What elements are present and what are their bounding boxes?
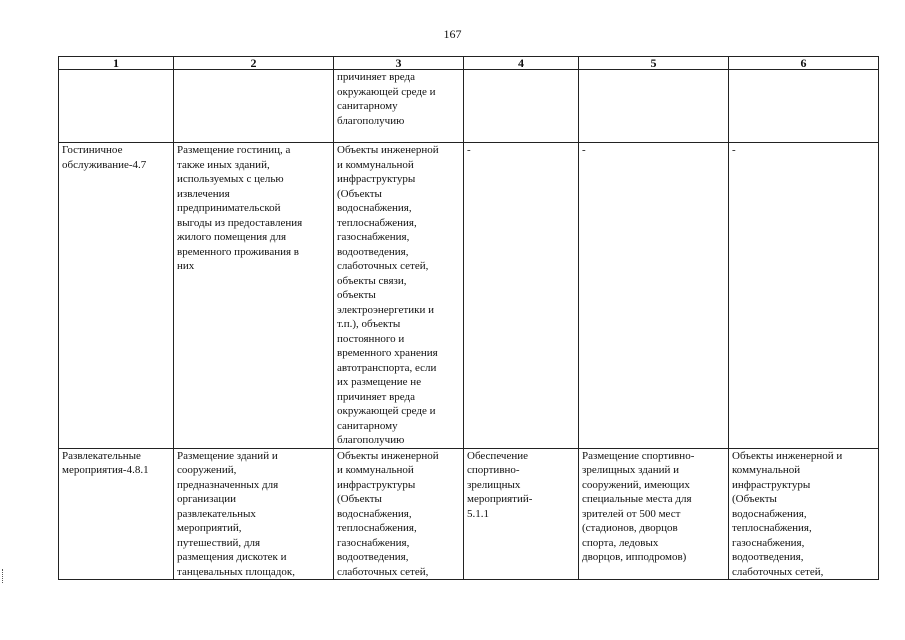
cell-text-line: причиняет вреда — [337, 390, 415, 403]
cell-use-type — [59, 70, 174, 143]
column-header: 1 — [59, 57, 174, 70]
cell-text-line: зрителей от 500 мест — [582, 507, 681, 520]
cell-text-line: теплоснабжения, — [337, 522, 417, 534]
cell-text-line: развлекательных — [177, 507, 256, 520]
cell-text-line: их размещение не — [337, 376, 422, 388]
cell-auxiliary-use — [334, 143, 464, 449]
cell-text-line: Размещение спортивно- — [582, 449, 695, 462]
cell-text-line: т.п.), объекты — [337, 318, 401, 330]
cell-text-line: предназначенных для — [177, 478, 279, 491]
table-row — [59, 448, 879, 580]
cell-description — [174, 143, 334, 449]
cell-text-line: Объекты инженерной — [337, 449, 439, 462]
cell-text-line: слаботочных сетей, — [337, 565, 429, 578]
cell-text-line: водоснабжения, — [337, 507, 412, 520]
cell-text-line: объекты связи, — [337, 274, 407, 287]
cell-text-line: мероприятий, — [177, 522, 242, 534]
cell-text-line: теплоснабжения, — [337, 216, 417, 229]
cell-text-line: водоотведения, — [337, 551, 409, 563]
cell-text-line: Развлекательные — [62, 449, 141, 462]
cell-text-line: - — [467, 144, 471, 156]
cell-conditional-description — [579, 448, 729, 580]
cell-text-line: Объекты инженерной и — [732, 449, 843, 462]
cell-text-line: зрелищных зданий и — [582, 464, 680, 476]
cell-text-line: дворцов, ипподромов) — [582, 551, 687, 563]
column-header: 6 — [729, 57, 879, 70]
cell-text-line: размещения дискотек и — [177, 551, 287, 563]
cell-text-line: санитарному — [337, 100, 398, 112]
regulation-table — [58, 56, 879, 580]
cell-text-line: мероприятия-4.8.1 — [62, 464, 149, 476]
cell-text-line: Объекты инженерной — [337, 144, 439, 156]
cell-conditional-use — [464, 70, 579, 143]
column-header: 3 — [334, 57, 464, 70]
cell-text-line: слаботочных сетей, — [732, 565, 824, 578]
cell-text-line: инфраструктуры — [337, 173, 416, 185]
cell-text-line: - — [582, 144, 586, 156]
cell-text-line: водоотведения, — [732, 551, 804, 563]
cell-text-line: санитарному — [337, 419, 398, 432]
page-number: 167 — [443, 27, 462, 41]
table-row — [59, 143, 879, 449]
cell-text-line: спорта, ледовых — [582, 536, 659, 549]
cell-text-line: электроэнергетики и — [337, 303, 434, 316]
cell-text-line: автотранспорта, если — [337, 361, 437, 374]
cell-text-line: газоснабжения, — [337, 536, 410, 549]
cell-text-line: окружающей среде и — [337, 405, 436, 417]
cell-text-line: постоянного и — [337, 332, 405, 345]
cell-text-line: Размещение зданий и — [177, 449, 278, 462]
cell-conditional-use — [464, 448, 579, 580]
cell-text-line: танцевальных площадок, — [177, 565, 295, 578]
header-row — [59, 57, 879, 70]
cell-text-line: путешествий, для — [177, 536, 261, 549]
cell-use-type — [59, 448, 174, 580]
cell-description — [174, 448, 334, 580]
cell-text-line: газоснабжения, — [732, 536, 805, 549]
cell-text-line: предпринимательской — [177, 202, 281, 214]
cell-text-line: (Объекты — [732, 493, 777, 505]
cell-text-line: сооружений, имеющих — [582, 478, 690, 491]
cell-text-line: слаботочных сетей, — [337, 260, 429, 272]
cell-conditional-auxiliary — [729, 448, 879, 580]
cell-text-line: коммунальной — [732, 464, 801, 476]
cell-text-line: них — [177, 260, 195, 272]
cell-text-line: водоснабжения, — [732, 507, 807, 520]
cell-text-line: временного проживания в — [177, 245, 299, 258]
cell-text-line: газоснабжения, — [337, 231, 410, 243]
cell-text-line: 5.1.1 — [467, 507, 489, 520]
cell-text-line: мероприятий- — [467, 493, 533, 505]
column-header: 2 — [174, 57, 334, 70]
cell-use-type — [59, 143, 174, 449]
cell-text-line: (стадионов, дворцов — [582, 522, 678, 534]
cell-text-line: Гостиничное — [62, 144, 123, 156]
table-row — [59, 70, 879, 143]
cell-conditional-auxiliary — [729, 143, 879, 449]
cell-text-line: - — [732, 144, 736, 156]
cell-conditional-description — [579, 143, 729, 449]
cell-text-line: причиняет вреда — [337, 71, 415, 83]
cell-text-line: объекты — [337, 289, 376, 301]
cell-text-line: и коммунальной — [337, 464, 414, 476]
cell-text-line: благополучию — [337, 114, 405, 127]
cell-text-line: благополучию — [337, 434, 405, 446]
cell-text-line: Обеспечение — [467, 449, 528, 462]
column-header: 5 — [579, 57, 729, 70]
cell-text-line: и коммунальной — [337, 158, 414, 171]
cell-text-line: выгоды из предоставления — [177, 216, 303, 229]
cell-text-line: инфраструктуры — [337, 478, 416, 491]
cell-text-line: сооружений, — [177, 464, 237, 476]
cell-auxiliary-use — [334, 70, 464, 143]
cell-text-line: спортивно- — [467, 464, 520, 476]
cell-text-line: Размещение гостиниц, а — [177, 144, 291, 156]
column-header: 4 — [464, 57, 579, 70]
cell-conditional-use — [464, 143, 579, 449]
cell-text-line: специальные места для — [582, 493, 692, 505]
cell-text-line: используемых с целью — [177, 173, 284, 185]
cell-text-line: водоснабжения, — [337, 202, 412, 214]
cell-text-line: (Объекты — [337, 187, 382, 200]
cell-text-line: водоотведения, — [337, 245, 409, 258]
cell-text-line: временного хранения — [337, 347, 438, 359]
cell-text-line: жилого помещения для — [177, 231, 287, 243]
cell-text-line: организации — [177, 493, 237, 505]
cell-text-line: окружающей среде и — [337, 85, 436, 98]
cell-text-line: зрелищных — [467, 478, 521, 491]
cell-text-line: извлечения — [177, 187, 230, 200]
cell-text-line: обслуживание-4.7 — [62, 158, 147, 171]
cell-text-line: также иных зданий, — [177, 158, 270, 171]
cell-description — [174, 70, 334, 143]
cell-conditional-auxiliary — [729, 70, 879, 143]
margin-mark — [2, 569, 7, 583]
cell-conditional-description — [579, 70, 729, 143]
cell-auxiliary-use — [334, 448, 464, 580]
cell-text-line: (Объекты — [337, 493, 382, 505]
cell-text-line: теплоснабжения, — [732, 522, 812, 534]
cell-text-line: инфраструктуры — [732, 478, 811, 491]
